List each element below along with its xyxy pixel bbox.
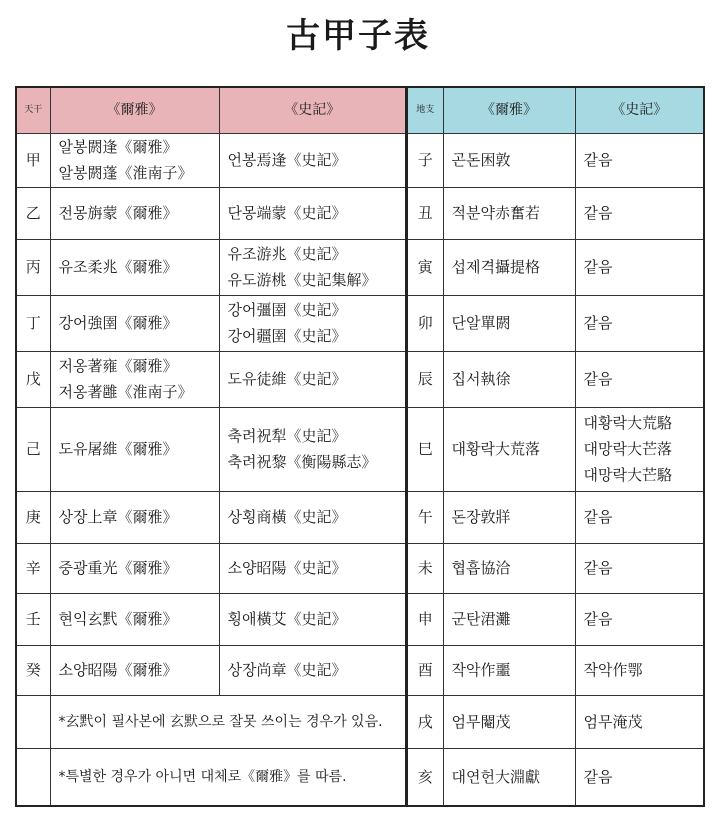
shiji-cell xyxy=(219,407,406,491)
stem-cell: 己 xyxy=(16,407,50,491)
table-row xyxy=(16,407,406,491)
branch-cell: 申 xyxy=(407,593,443,645)
table-row xyxy=(407,695,704,748)
note-row xyxy=(16,695,406,748)
branch-cell: 辰 xyxy=(407,351,443,407)
shiji-cell xyxy=(575,645,704,695)
shiji-entry: 강어疆圉《史記》 xyxy=(227,327,347,345)
corner-label: 天干 xyxy=(16,87,50,133)
erya-entry: 알봉閼逢《爾雅》 xyxy=(58,138,178,156)
erya-cell xyxy=(50,133,219,187)
erya-entry: 적분약赤奮若 xyxy=(451,204,540,222)
shiji-entry: 대망락大芒駱 xyxy=(583,466,672,484)
shiji-entry: 소양昭陽《史記》 xyxy=(227,559,347,577)
shiji-cell xyxy=(575,295,704,351)
note-text: *특별한 경우가 아니면 대체로《爾雅》를 따름. xyxy=(50,748,406,806)
branch-cell: 亥 xyxy=(407,748,443,806)
shiji-cell xyxy=(575,187,704,239)
erya-cell xyxy=(443,295,575,351)
table-row xyxy=(407,593,704,645)
shiji-entry: 같음 xyxy=(583,314,613,332)
stem-cell: 乙 xyxy=(16,187,50,239)
note-text: *玄黓이 필사본에 玄默으로 잘못 쓰이는 경우가 있음. xyxy=(50,695,406,748)
erya-cell xyxy=(50,593,219,645)
erya-entry: 강어強圉《爾雅》 xyxy=(58,314,178,332)
erya-cell xyxy=(50,491,219,543)
table-row xyxy=(407,645,704,695)
shiji-entry: 상장尚章《史記》 xyxy=(227,661,347,679)
table-row xyxy=(16,593,406,645)
table-row xyxy=(407,133,704,187)
shiji-entry: 단몽端蒙《史記》 xyxy=(227,204,347,222)
corner-label: 地支 xyxy=(407,87,443,133)
table-row xyxy=(16,491,406,543)
branch-cell: 巳 xyxy=(407,407,443,491)
branch-cell: 寅 xyxy=(407,239,443,295)
erya-entry: 알봉閼蓬《淮南子》 xyxy=(58,164,193,182)
erya-entry: 유조柔兆《爾雅》 xyxy=(58,258,178,276)
erya-entry: 소양昭陽《爾雅》 xyxy=(58,661,178,679)
erya-cell xyxy=(443,748,575,806)
erya-entry: 집서執徐 xyxy=(451,370,511,388)
shiji-entry: 축려祝犁《史記》 xyxy=(227,427,347,445)
table-row xyxy=(407,407,704,491)
erya-entry: 현익玄黓《爾雅》 xyxy=(58,610,178,628)
table-row xyxy=(407,187,704,239)
erya-entry: 작악作噩 xyxy=(451,661,511,679)
branch-cell: 未 xyxy=(407,543,443,593)
shiji-cell xyxy=(575,239,704,295)
table-header-row xyxy=(16,87,406,133)
empty-stem-cell xyxy=(16,748,50,806)
heavenly-stems-table xyxy=(15,86,407,807)
erya-entry: 군탄涒灘 xyxy=(451,610,511,628)
header-shiji: 《史記》 xyxy=(219,87,406,133)
erya-cell xyxy=(443,407,575,491)
erya-entry: 전몽旃蒙《爾雅》 xyxy=(58,204,178,222)
branch-cell: 酉 xyxy=(407,645,443,695)
empty-stem-cell xyxy=(16,695,50,748)
shiji-cell xyxy=(219,645,406,695)
table-row xyxy=(16,187,406,239)
branch-cell: 卯 xyxy=(407,295,443,351)
stem-cell: 庚 xyxy=(16,491,50,543)
shiji-entry: 상횡商橫《史記》 xyxy=(227,508,347,526)
shiji-entry: 축려祝黎《衡陽縣志》 xyxy=(227,453,377,471)
erya-cell xyxy=(50,351,219,407)
erya-cell xyxy=(50,295,219,351)
shiji-entry: 같음 xyxy=(583,370,613,388)
shiji-entry: 횡애橫艾《史記》 xyxy=(227,610,347,628)
table-row xyxy=(407,491,704,543)
shiji-cell xyxy=(575,351,704,407)
shiji-entry: 작악作鄂 xyxy=(583,661,643,679)
table-row xyxy=(407,295,704,351)
shiji-entry: 같음 xyxy=(583,204,613,222)
page-title: 古甲子表 xyxy=(286,16,430,56)
stem-cell: 癸 xyxy=(16,645,50,695)
table-row xyxy=(16,543,406,593)
erya-cell xyxy=(443,645,575,695)
erya-entry: 협흡協洽 xyxy=(451,559,511,577)
erya-cell xyxy=(443,695,575,748)
shiji-cell xyxy=(219,543,406,593)
shiji-entry: 강어彊圉《史記》 xyxy=(227,301,347,319)
erya-cell xyxy=(443,491,575,543)
erya-entry: 중광重光《爾雅》 xyxy=(58,559,178,577)
erya-entry: 도유屠維《爾雅》 xyxy=(58,440,178,458)
stem-cell: 辛 xyxy=(16,543,50,593)
shiji-cell xyxy=(575,695,704,748)
branch-cell: 丑 xyxy=(407,187,443,239)
shiji-cell xyxy=(575,407,704,491)
stem-cell: 甲 xyxy=(16,133,50,187)
shiji-entry: 같음 xyxy=(583,559,613,577)
shiji-entry: 언봉焉逢《史記》 xyxy=(227,151,347,169)
shiji-entry: 같음 xyxy=(583,767,613,786)
shiji-cell xyxy=(219,187,406,239)
erya-cell xyxy=(50,543,219,593)
shiji-entry: 대망락大芒落 xyxy=(583,440,672,458)
stem-cell: 戊 xyxy=(16,351,50,407)
shiji-cell xyxy=(575,748,704,806)
erya-entry: 저옹著雍《爾雅》 xyxy=(58,357,178,375)
erya-cell xyxy=(50,645,219,695)
table-row xyxy=(407,351,704,407)
shiji-entry: 엄무淹茂 xyxy=(583,712,643,731)
shiji-cell xyxy=(219,295,406,351)
branch-cell: 戌 xyxy=(407,695,443,748)
shiji-cell xyxy=(575,491,704,543)
branch-cell: 子 xyxy=(407,133,443,187)
shiji-cell xyxy=(219,593,406,645)
header-erya: 《爾雅》 xyxy=(443,87,575,133)
erya-entry: 대연헌大淵獻 xyxy=(451,767,540,786)
table-row xyxy=(16,295,406,351)
shiji-entry: 대황락大荒駱 xyxy=(583,414,672,432)
erya-entry: 돈장敦牂 xyxy=(451,508,511,526)
erya-cell xyxy=(443,187,575,239)
shiji-cell xyxy=(219,133,406,187)
shiji-cell xyxy=(219,239,406,295)
erya-cell xyxy=(50,407,219,491)
shiji-cell xyxy=(219,491,406,543)
erya-entry: 저옹著雝《淮南子》 xyxy=(58,383,193,401)
table-header-row xyxy=(407,87,704,133)
erya-entry: 단알單閼 xyxy=(451,314,511,332)
table-row xyxy=(16,645,406,695)
shiji-entry: 같음 xyxy=(583,610,613,628)
table-row xyxy=(16,239,406,295)
stem-cell: 丙 xyxy=(16,239,50,295)
shiji-entry: 유도游桃《史記集解》 xyxy=(227,271,377,289)
branch-cell: 午 xyxy=(407,491,443,543)
stem-cell: 丁 xyxy=(16,295,50,351)
shiji-cell xyxy=(575,593,704,645)
earthly-branches-table xyxy=(406,86,705,807)
stem-cell: 壬 xyxy=(16,593,50,645)
table-row xyxy=(407,748,704,806)
erya-entry: 곤돈困敦 xyxy=(451,151,511,169)
erya-cell xyxy=(443,351,575,407)
erya-cell xyxy=(443,239,575,295)
erya-entry: 엄무閹茂 xyxy=(451,712,511,731)
header-shiji: 《史記》 xyxy=(575,87,704,133)
table-row xyxy=(16,351,406,407)
header-erya: 《爾雅》 xyxy=(50,87,219,133)
erya-cell xyxy=(443,593,575,645)
shiji-entry: 같음 xyxy=(583,258,613,276)
erya-cell xyxy=(443,543,575,593)
erya-cell xyxy=(50,239,219,295)
shiji-cell xyxy=(575,133,704,187)
table-row xyxy=(407,239,704,295)
note-row xyxy=(16,748,406,806)
erya-entry: 대황락大荒落 xyxy=(451,440,540,458)
shiji-entry: 같음 xyxy=(583,508,613,526)
shiji-entry: 같음 xyxy=(583,151,613,169)
table-row xyxy=(407,543,704,593)
erya-entry: 섭제격攝提格 xyxy=(451,258,540,276)
erya-entry: 상장上章《爾雅》 xyxy=(58,508,178,526)
shiji-cell xyxy=(219,351,406,407)
shiji-entry: 도유徒維《史記》 xyxy=(227,370,347,388)
shiji-cell xyxy=(575,543,704,593)
shiji-entry: 유조游兆《史記》 xyxy=(227,245,347,263)
erya-cell xyxy=(50,187,219,239)
table-row xyxy=(16,133,406,187)
erya-cell xyxy=(443,133,575,187)
